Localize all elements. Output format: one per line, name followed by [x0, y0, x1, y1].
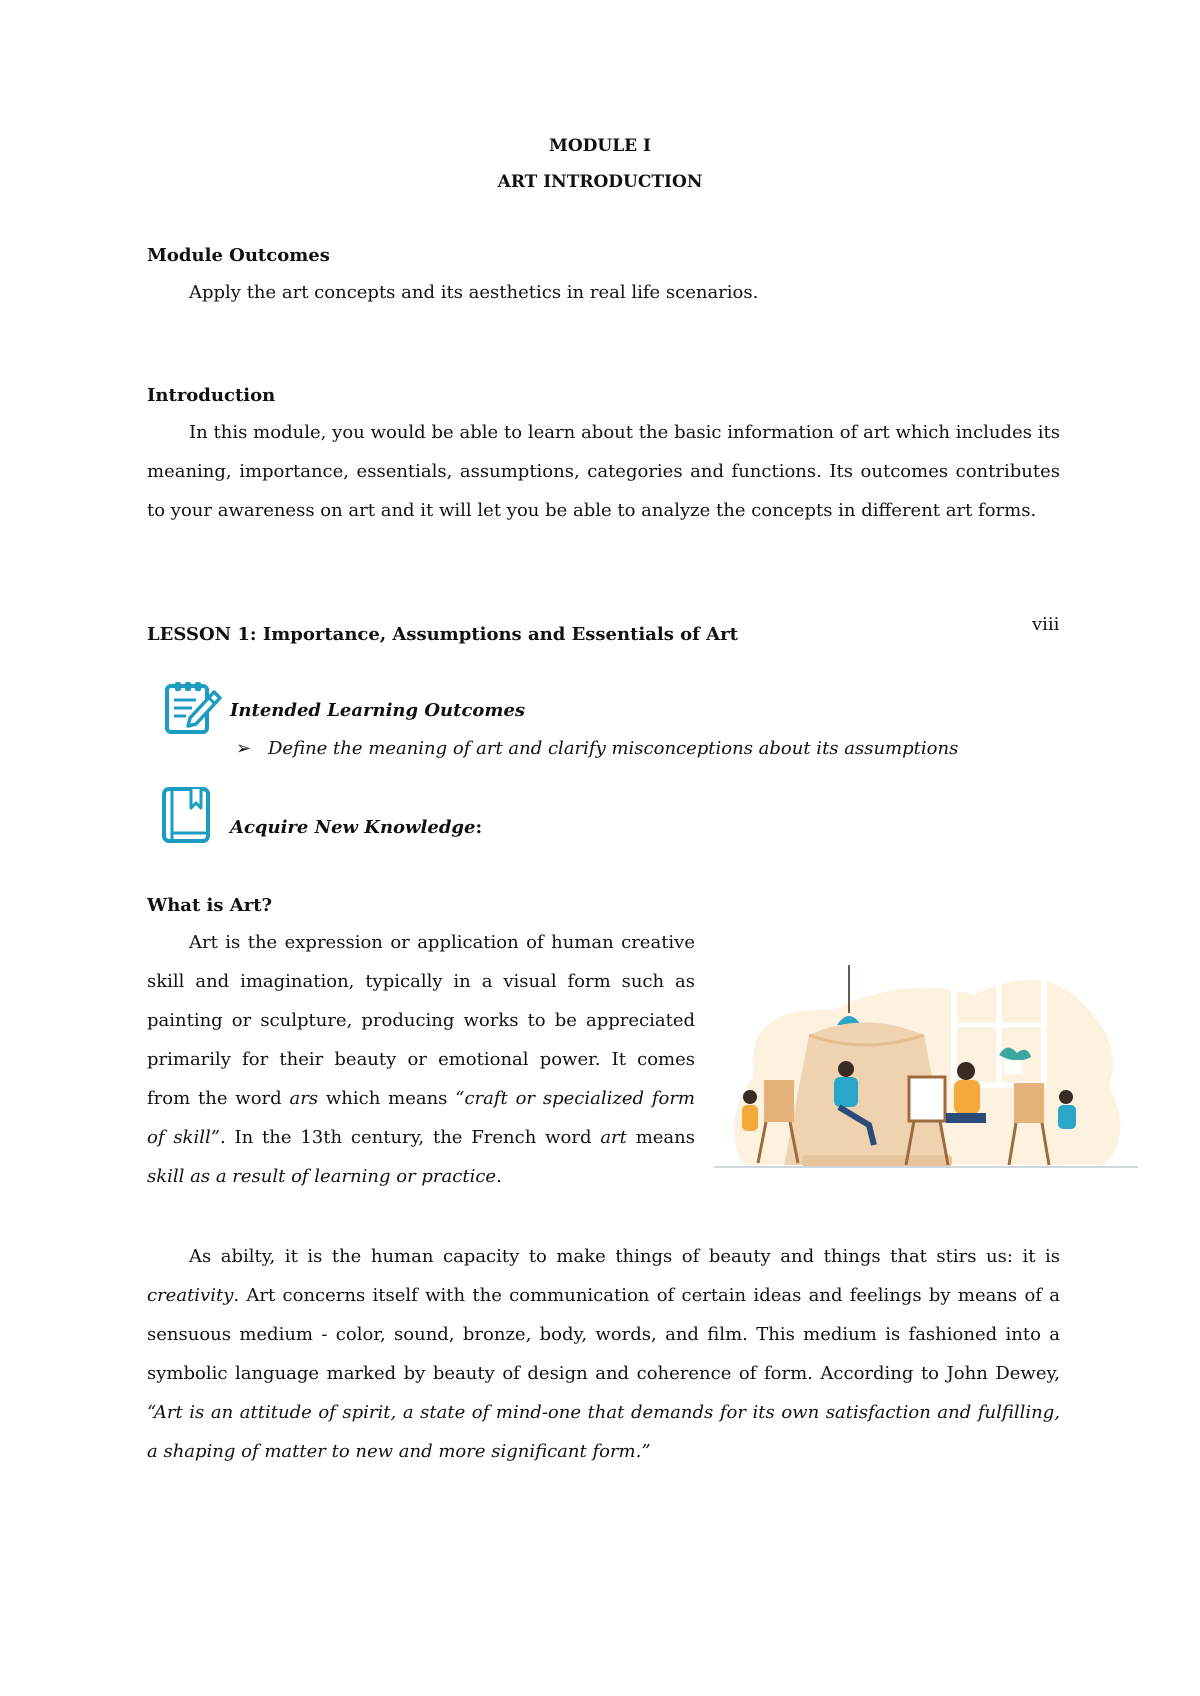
- module-subtitle: ART INTRODUCTION: [497, 172, 703, 192]
- ilo-bullet: ➢: [236, 738, 252, 759]
- art-class-illustration: [714, 965, 1138, 1179]
- module-title: MODULE I: [549, 136, 651, 156]
- notepad-pencil-icon: [164, 680, 222, 736]
- book-icon: [161, 786, 211, 844]
- ilo-item: Define the meaning of art and clarify misconceptions about its assumptions: [268, 738, 959, 759]
- page-number: viii: [1032, 614, 1060, 635]
- introduction-heading: Introduction: [147, 385, 276, 406]
- module-outcomes-text: Apply the art concepts and its aesthetics in real life scenarios.: [189, 282, 759, 303]
- what-is-art-paragraph-2: As abilty, it is the human capacity to make things of beauty and things that stirs us: it is creativity. Art concerns itself with the communication of certain ideas and feelings by means of a sensuous medium - color, sound, bronze, body, words, and film. This medium is fashioned into a symbolic language marked by beauty of design and coherence of form. According to John Dewey, “Art is an attitude of spirit, a state of mind-one that demands for its own satisfaction and fulfilling, a shaping of matter to new and more significant form.”: [147, 1246, 1060, 1462]
- module-outcomes-heading: Module Outcomes: [147, 245, 330, 266]
- ilo-heading: Intended Learning Outcomes: [230, 700, 526, 721]
- introduction-text: In this module, you would be able to learn about the basic information of art which includes its meaning, importance, essentials, assumptions, categories and functions. Its outcomes contributes to your awareness on art and it will let you be able to analyze the concepts in different art forms.: [147, 422, 1060, 521]
- ank-heading: Acquire New Knowledge:: [230, 817, 483, 838]
- what-is-art-paragraph-1: Art is the expression or application of human creative skill and imagination, typically in a visual form such as painting or sculpture, producing works to be appreciated primarily for their beauty or emotional power. It comes from the word ars which means “craft or specialized form of skill”. In the 13th century, the French word art means skill as a result of learning or practice.: [147, 932, 695, 1187]
- lesson-title: LESSON 1: Importance, Assumptions and Essentials of Art: [147, 624, 738, 645]
- what-is-art-heading: What is Art?: [147, 895, 273, 916]
